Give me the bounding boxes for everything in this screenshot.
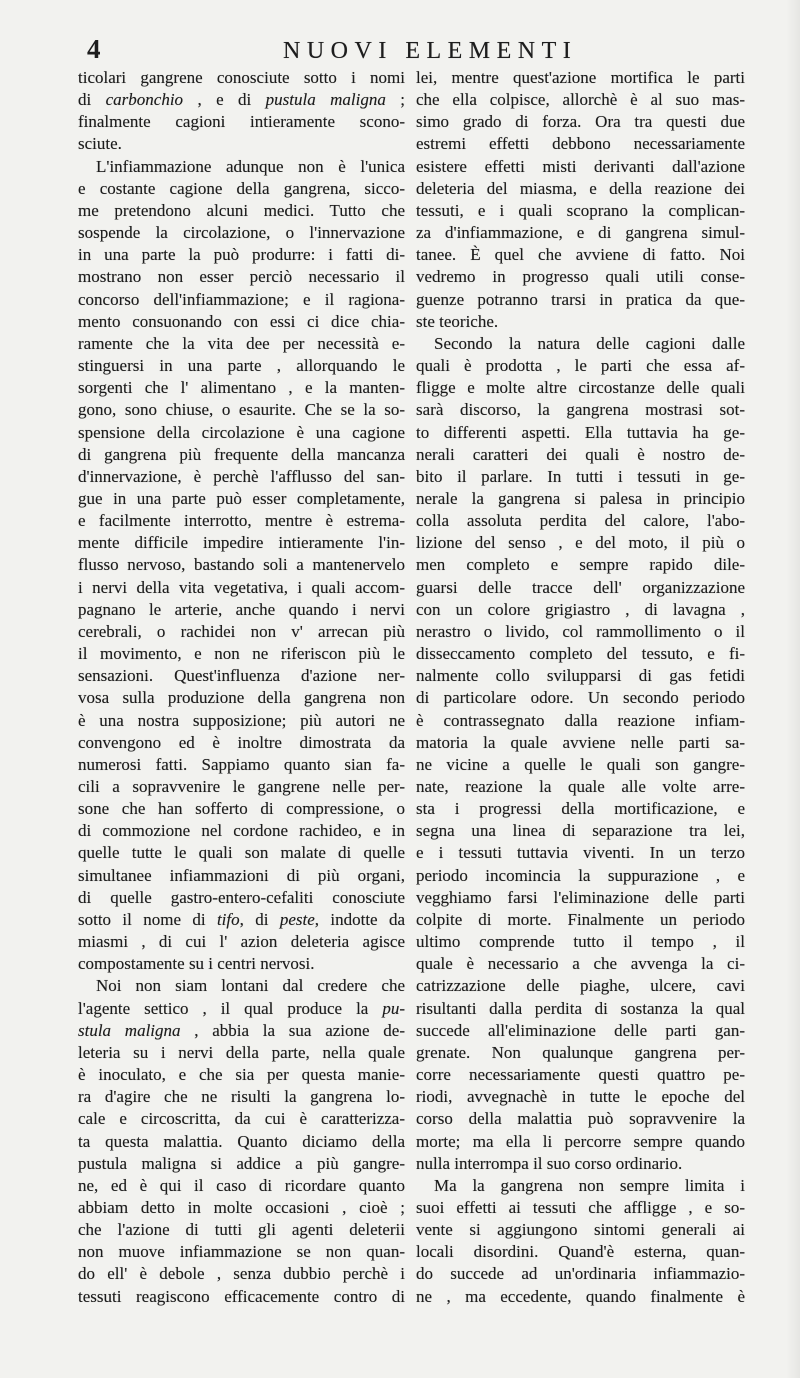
page-number: 4: [87, 34, 101, 64]
text-line: nate, reazione la quale alle volte arre-: [416, 777, 745, 796]
text-line: to differenti aspetti. Ella tuttavia ha ge-: [416, 422, 745, 442]
text-line: pagnano le arterie, anche quando i nervi: [78, 599, 405, 619]
text-line: ticolari gangrene conosciute sotto i nomi: [78, 68, 405, 87]
text-line: sospende la circolazione, o l'innervazione: [78, 223, 405, 243]
text-line: pustula maligna si addice a più gangre-: [78, 1153, 405, 1173]
text-line: e facilmente interrotto, mentre è estrema-: [78, 511, 405, 531]
text-line: gono, sono chiuse, o esaurite. Che se la so-: [78, 400, 405, 420]
text-line: i nervi della vita vegetativa, i quali accom-: [78, 577, 405, 597]
running-title: NUOVI ELEMENTI: [283, 38, 578, 64]
text-line: finalmente cagioni intieramente scono-: [78, 112, 405, 132]
text-line: leteria su i nervi della parte, nella quale: [78, 1042, 405, 1062]
text-line: ste teoriche.: [416, 311, 499, 331]
text-line: fligge e molte altre circostanze delle quali: [416, 378, 745, 398]
paragraph: [78, 156, 405, 976]
text-line: è una nostra supposizione; più autori ne: [78, 710, 405, 730]
text-line: nulla interrompa il suo corso ordinario.: [416, 1153, 683, 1173]
text-run: l'agente settico , il qual produce la: [78, 998, 383, 1018]
text-line: periodo incomincia la suppurazione , e: [416, 865, 745, 885]
text-line: catrizzazione delle piaghe, ulcere, cavi: [416, 976, 745, 996]
text-line: za d'infiammazione, e di gangrena simul-: [416, 223, 745, 243]
paragraph: [78, 975, 405, 1307]
text-line: ra d'agire che ne risulti la gangrena lo-: [78, 1087, 405, 1107]
text-run: sotto il nome di: [78, 909, 217, 929]
text-line: cili a sopravvenire le gangrene nelle per-: [78, 777, 405, 796]
text-line: lei, mentre quest'azione mortifica le parti: [416, 68, 745, 87]
text-line: morte; ma ella li percorre sempre quando: [416, 1131, 745, 1151]
text-line: sciute.: [78, 134, 122, 154]
text-line: [78, 998, 405, 1020]
text-line: guenze potranno trarsi in pratica da que-: [416, 289, 745, 309]
text-run: ;: [385, 90, 405, 110]
text-line: ultimo comprende tutto il tempo , il: [416, 932, 745, 952]
text-line: quali è prodotta , le parti che essa af-: [416, 356, 745, 376]
italic-text: tifo: [216, 909, 240, 929]
text-line: do ell' è debole , senza dubbio perchè i: [78, 1264, 405, 1284]
text-line: sta i progressi della mortificazione, e: [416, 799, 745, 819]
text-column-right: [416, 67, 745, 1308]
text-line: nerastro o livido, col rammollimento o il: [416, 621, 745, 641]
text-line: ne, ed è qui il caso di ricordare quanto: [78, 1175, 405, 1195]
text-line: di quelle gastro-entero-cefaliti conosciute: [78, 887, 405, 907]
text-line: segna una linea di separazione tra lei,: [416, 821, 745, 841]
text-line: quelle tutte le quali son malate di quelle: [78, 843, 405, 863]
text-line: succede all'eliminazione delle parti gan-: [416, 1020, 745, 1040]
page-edge-shadow: [786, 0, 800, 1378]
text-line: di gangrena più frequente della mancanza: [78, 444, 405, 464]
text-line: in una parte la può produrre: i fatti di-: [78, 245, 405, 265]
text-line: simo grado di forza. Ora tra questi due: [416, 112, 745, 132]
text-line: ramente che la vita dee per necessità e-: [78, 333, 405, 353]
text-line: numerosi fatti. Sappiamo quanto sian fa-: [78, 754, 405, 774]
text-line: d'innervazione, è perchè l'afflusso del san-: [78, 466, 405, 486]
text-line: grenate. Non qualunque gangrena per-: [416, 1042, 745, 1062]
text-line: il movimento, e non ne riferiscon più le: [78, 644, 405, 664]
paragraph: [416, 333, 745, 1175]
text-line: nerale la gangrena si palesa in principio: [416, 488, 745, 508]
text-line: cale e circoscritta, da cui è caratterizza-: [78, 1109, 405, 1129]
text-line: con un colore grigiastro , di lavagna ,: [416, 599, 745, 619]
text-line: suoi effetti ai tessuti che affligge , e so-: [416, 1197, 745, 1217]
text-line: locali disordini. Quand'è esterna, quan-: [416, 1242, 745, 1262]
text-line: vosa sulla produzione della gangrena non: [78, 688, 405, 708]
text-line: e costante cagione della gangrena, sicco-: [78, 178, 405, 198]
text-line: lizione del senso , e del moto, il più o: [416, 533, 745, 553]
text-line: non muove infiammazione se non quan-: [78, 1242, 405, 1262]
text-line: riodi, avvegnachè in tutte le epoche del: [416, 1087, 745, 1107]
text-line: stinguersi in una parte , allorquando le: [78, 356, 405, 376]
text-line: di commozione nel cordone rachideo, e in: [78, 821, 405, 841]
text-line: è contrassegnato dalla reazione infiam-: [416, 710, 745, 730]
text-line: bito il parlare. In tutti i tessuti in ge-: [416, 466, 745, 486]
text-line: L'infiammazione adunque non è l'unica: [96, 156, 405, 176]
text-line: Secondo la natura delle cagioni dalle: [434, 333, 745, 353]
text-line: [78, 909, 405, 931]
text-line: deleteria del miasma, e della reazione dei: [416, 178, 745, 198]
italic-text: pustula maligna: [265, 90, 386, 110]
text-line: sone che han sofferto di compressione, o: [78, 799, 405, 819]
text-line: convengono ed è inoltre dimostrata da: [78, 732, 405, 752]
text-line: ta questa malattia. Quanto diciamo della: [78, 1131, 405, 1151]
text-line: è inoculato, e che sia per questa manie-: [78, 1065, 405, 1085]
text-line: estremi effetti debbono necessariamente: [416, 134, 745, 154]
text-run: , e di: [183, 90, 266, 110]
text-line: che l'azione di tutti gli agenti deleterii: [78, 1220, 405, 1240]
text-line: gue in una parte può esser completamente,: [78, 488, 405, 508]
text-line: Ma la gangrena non sempre limita i: [434, 1175, 745, 1195]
text-line: tessuti reagiscono efficacemente contro di: [78, 1286, 405, 1306]
text-line: miasmi , di cui l' azion deleteria agisce: [78, 932, 405, 952]
text-line: [78, 89, 405, 111]
text-line: abbiam detto in molte occasioni , cioè ;: [78, 1197, 405, 1217]
text-line: Noi non siam lontani dal credere che: [96, 976, 405, 996]
paragraph: [416, 1175, 745, 1308]
text-line: ne vicine a quelle le quali son gangre-: [416, 754, 745, 774]
text-line: esistere effetti misti derivanti dall'azione: [416, 156, 745, 176]
text-line: sorgenti che l' alimentano , e la manten-: [78, 378, 405, 398]
text-line: spensione della circolazione è una cagione: [78, 422, 405, 442]
text-line: vegghiamo farsi l'eliminazione delle parti: [416, 887, 745, 907]
text-line: ne , ma eccedente, quando finalmente è: [416, 1286, 745, 1306]
text-line: nalmente collo svilupparsi di gas fetidi: [416, 666, 745, 686]
text-line: disseccamento completo del tessuto, e fi-: [416, 644, 745, 664]
text-line: mente difficile impedire intieramente l'in-: [78, 533, 405, 553]
text-line: colpite di morte. Finalmente un periodo: [416, 909, 745, 929]
text-line: vente si aggiungono sintomi generali ai: [416, 1220, 745, 1240]
text-line: e i tessuti tuttavia viventi. In un terzo: [416, 843, 745, 863]
text-line: do succede ad un'ordinaria infiammazio-: [416, 1264, 745, 1284]
text-line: guarsi delle tracce dell' organizzazione: [416, 577, 745, 597]
text-line: concorso dell'infiammazione; e il ragiona-: [78, 289, 405, 309]
italic-text: peste: [279, 909, 315, 929]
text-run: , abbia la sua azione de-: [180, 1020, 405, 1040]
text-line: colla assoluta perdita del calore, l'abo-: [416, 511, 745, 531]
text-line: men completo e sempre rapido dile-: [416, 555, 745, 575]
text-line: flusso nervoso, bastando soli a mantenervelo: [78, 555, 405, 575]
italic-text: carbonchio: [105, 90, 184, 110]
text-line: risultanti dalla perdita di sostanza la qual: [416, 998, 745, 1018]
paragraph: [416, 67, 745, 333]
text-line: tanee. È quel che avviene di fatto. Noi: [416, 245, 745, 265]
text-line: simultanee infiammazioni di più organi,: [78, 865, 405, 885]
text-line: cerebrali, o rachidei non v' arrecan più: [78, 621, 405, 641]
text-line: di particolare odore. Un secondo periodo: [416, 688, 745, 708]
text-run: di: [78, 90, 106, 110]
text-line: mostrano non esser perciò necessario il: [78, 267, 405, 287]
italic-text: stula maligna: [78, 1020, 181, 1040]
text-line: [78, 1020, 405, 1042]
text-line: mento consuonando con essi ci dice chia-: [78, 311, 405, 331]
text-line: corso della malattia può sopravvenire la: [416, 1109, 745, 1129]
text-line: vedremo in progresso quali utili conse-: [416, 267, 745, 287]
text-run: , di: [239, 909, 280, 929]
text-line: matoria la quale avviene nelle parti sa-: [416, 732, 745, 752]
text-line: nerali caratteri dei quali è nostro de-: [416, 444, 745, 464]
text-line: corre necessariamente questi quattro pe-: [416, 1065, 745, 1085]
text-line: sarà discorso, la gangrena mostrasi sot-: [416, 400, 745, 420]
text-line: compostamente su i centri nervosi.: [78, 954, 315, 974]
paragraph: [78, 67, 405, 156]
text-line: me pretendono alcuni medici. Tutto che: [78, 200, 405, 220]
text-column-left: [78, 67, 405, 1308]
text-line: sensazioni. Quest'influenza d'azione ner-: [78, 666, 405, 686]
text-run: , indotte da: [314, 909, 405, 929]
text-line: quale è necessario a che avvenga la ci-: [416, 954, 745, 974]
text-line: tessuti, e i quali scoprano la complican-: [416, 200, 745, 220]
italic-text: pu-: [382, 998, 405, 1018]
text-line: che ella colpisce, allorchè è al suo mas-: [416, 90, 745, 110]
